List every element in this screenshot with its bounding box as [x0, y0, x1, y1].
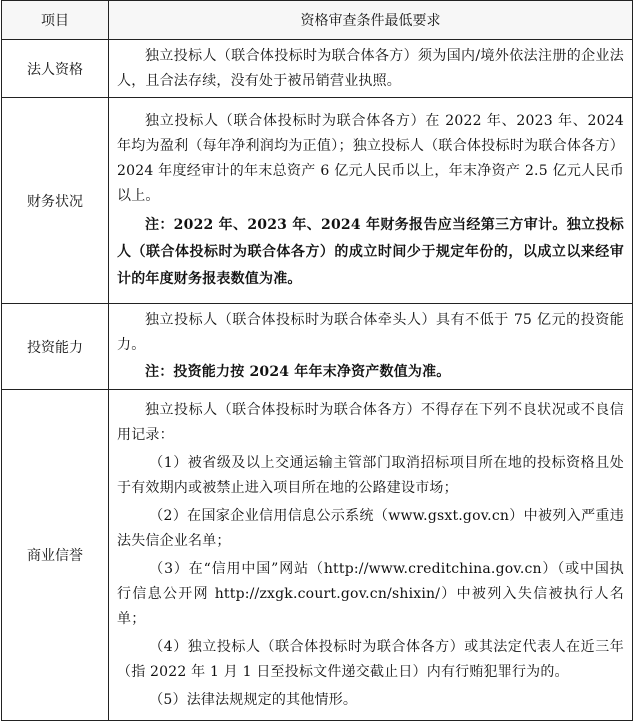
row-content — [109, 98, 633, 304]
header-requirements: 资格审查条件最低要求 — [109, 1, 633, 40]
header-row — [2, 1, 633, 40]
list-item: （5）法律法规规定的其他情形。 — [149, 691, 358, 708]
row-reputation — [2, 390, 633, 721]
qualification-table — [1, 0, 633, 721]
note-paragraph: 注：投资能力按 2024 年年末净资产数值为准。 — [145, 364, 451, 380]
row-label: 投资能力 — [2, 304, 109, 390]
list-item: （3）在“信用中国”网站（http://www.creditchina.gov.cn）（或中国执行信息公开网 http://zxgk.court.gov.cn/shixin/）中被列入失信被执行人名单； — [117, 560, 624, 627]
row-label: 法人资格 — [2, 40, 109, 98]
paragraph: 独立投标人（联合体投标时为联合体各方）不得存在下列不良状况或不良信用记录： — [117, 401, 624, 443]
row-content — [109, 40, 633, 98]
row-label: 商业信誉 — [2, 390, 109, 721]
list-item: （1）被省级及以上交通运输主管部门取消招标项目所在地的投标资格且处于有效期内或被禁止进入项目所在地的公路建设市场； — [117, 454, 624, 496]
row-label: 财务状况 — [2, 98, 109, 304]
header-item: 项目 — [2, 1, 109, 40]
row-content — [109, 390, 633, 721]
list-item: （2）在国家企业信用信息公示系统（www.gsxt.gov.cn）中被列入严重违法失信企业名单； — [117, 507, 624, 549]
note-paragraph: 注：2022 年、2023 年、2024 年财务报告应当经第三方审计。独立投标人（联合体投标时为联合体各方）的成立时间少于规定年份的，以成立以来经审计的年度财务报表数值为准。 — [117, 216, 624, 287]
row-content — [109, 304, 633, 390]
row-financial — [2, 98, 633, 304]
paragraph: 独立投标人（联合体投标时为联合体各方）须为国内/境外依法注册的企业法人，且合法存续，没有处于被吊销营业执照。 — [117, 47, 624, 89]
row-investment — [2, 304, 633, 390]
row-legal-person — [2, 40, 633, 98]
paragraph: 独立投标人（联合体投标时为联合体各方）在 2022 年、2023 年、2024 年均为盈利（每年净利润均为正值）；独立投标人（联合体投标时为联合体各方）2024 年度经审计的年末总资产 6 亿元人民币以上，年末净资产 2.5 亿元人民币以上。 — [117, 112, 624, 204]
paragraph: 独立投标人（联合体投标时为联合体牵头人）具有不低于 75 亿元的投资能力。 — [117, 312, 624, 353]
list-item: （4）独立投标人（联合体投标时为联合体各方）或其法定代表人在近三年（指 2022 年 1 月 1 日至投标文件递交截止日）内有行贿犯罪行为的。 — [117, 638, 624, 680]
